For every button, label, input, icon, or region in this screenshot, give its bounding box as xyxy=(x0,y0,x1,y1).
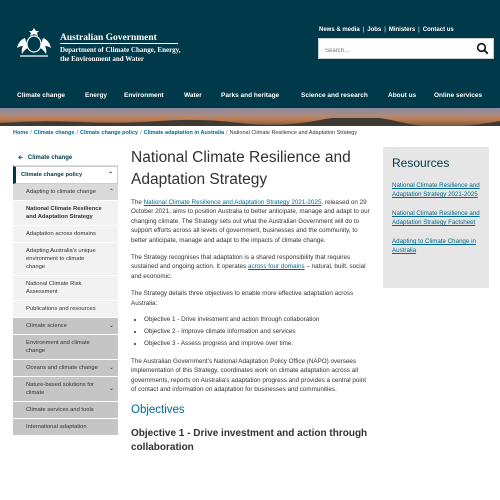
sidebar-item-climate-science[interactable] xyxy=(13,318,118,335)
breadcrumb-current: National Climate Resilience and Adaptation Strategy xyxy=(229,130,358,136)
sidebar-item-label: National Climate Risk Assessment xyxy=(26,281,82,295)
nav-water[interactable]: Water xyxy=(184,91,202,99)
resource-link-strategy[interactable]: National Climate Resilience and Adaptation Strategy 2021-2025 xyxy=(392,182,480,198)
site-header xyxy=(0,0,500,82)
breadcrumb-separator: / xyxy=(226,130,228,136)
text: The xyxy=(131,199,144,206)
sidebar-item-label: Environment and climate change xyxy=(26,340,90,354)
sidebar-back-link[interactable] xyxy=(13,150,118,166)
chevron-down-icon[interactable]: ⌄ xyxy=(108,386,114,392)
objectives-list xyxy=(144,316,371,348)
text: , released on 29 October 2021, aims to position Australia to better anticipate, manage and adapt to our changing climate. The Strategy sets out what the Australian Government will do to support efforts across all levels of government, businesses and the community, to better anticipate, manage and adapt to the impacts of climate change. xyxy=(131,199,370,244)
sidebar-item-label: Publications and resources xyxy=(26,306,96,312)
left-arrow-icon: 🡨 xyxy=(18,154,23,161)
landscape-silhouette xyxy=(0,118,500,126)
main-nav xyxy=(0,82,500,108)
sidebar-item-international[interactable] xyxy=(13,419,118,436)
search-icon[interactable] xyxy=(476,42,489,55)
breadcrumb-separator: / xyxy=(140,130,142,136)
nav-environment[interactable]: Environment xyxy=(124,91,164,99)
breadcrumb-separator: / xyxy=(30,130,32,136)
sidebar-item-label: National Climate Resilience and Adaptation Strategy xyxy=(26,206,102,220)
sidebar-item-publications[interactable] xyxy=(13,301,118,318)
department-name: Department of Climate Change, Energy, the Environment and Water xyxy=(60,46,181,63)
breadcrumb-climate-change-policy[interactable]: Climate change policy xyxy=(80,130,139,136)
news-media-link[interactable]: News & media xyxy=(319,27,360,33)
contact-us-link[interactable]: Contact us xyxy=(422,27,454,33)
breadcrumb-home[interactable]: Home xyxy=(13,130,29,136)
chevron-up-icon[interactable]: ⌃ xyxy=(108,189,114,195)
sidebar-item-domains[interactable] xyxy=(13,226,118,243)
sidebar-item-climate-change-policy[interactable] xyxy=(13,166,118,184)
jobs-link[interactable]: Jobs xyxy=(367,27,382,33)
sidebar-item-label: Climate change policy xyxy=(21,172,83,178)
separator: | xyxy=(418,27,420,33)
search-input[interactable] xyxy=(319,42,469,61)
domains-paragraph xyxy=(131,253,371,281)
coat-of-arms-logo[interactable] xyxy=(12,24,56,60)
sidebar-item-label: Adapting Australia's unique environment to climate change xyxy=(26,248,96,270)
sidebar-item-label: Oceans and climate change xyxy=(26,365,98,371)
utility-links xyxy=(319,27,454,33)
breadcrumb-climate-change[interactable]: Climate change xyxy=(33,130,75,136)
sidebar-item-adapting[interactable] xyxy=(13,184,118,201)
breadcrumb xyxy=(13,130,357,136)
hero-banner-image xyxy=(0,108,500,126)
resources-panel xyxy=(383,147,489,288)
divider xyxy=(60,43,178,44)
sidebar-item-label: Adapting to climate change xyxy=(26,189,96,195)
sidebar-item-label: International adaptation xyxy=(26,424,87,430)
chevron-down-icon[interactable]: ⌄ xyxy=(108,323,114,329)
sidebar-item-label: Adaptation across domains xyxy=(26,231,96,237)
objectives-heading: Objectives xyxy=(131,403,185,416)
main-content xyxy=(131,147,371,455)
text: – natural, built, social and economic. xyxy=(131,263,366,280)
intro-paragraph xyxy=(131,198,371,245)
separator: | xyxy=(384,27,386,33)
nav-science-research[interactable]: Science and research xyxy=(301,91,368,99)
separator: | xyxy=(362,27,365,33)
text: The Strategy recognises that adaptation is a shared responsibility that requires sustained and ongoing action. It operates xyxy=(131,254,351,271)
objectives-intro: The Strategy details three objectives to enable more effective adaptation across Australia: xyxy=(131,290,354,307)
resource-link-adapting[interactable]: Adapting to Climate Change in Australia xyxy=(392,238,476,254)
list-item: • Objective 2 - Improve climate information and services xyxy=(144,328,371,336)
chevron-down-icon[interactable]: ⌄ xyxy=(108,365,114,371)
list-item: • Objective 3 - Assess progress and improve over time. xyxy=(144,340,371,348)
sidebar-item-label: Nature-based solutions for climate xyxy=(26,382,94,396)
resource-link-factsheet[interactable]: National Climate Resilience and Adaptation Strategy Factsheet xyxy=(392,210,480,226)
sidebar-item-unique-environment[interactable] xyxy=(13,243,118,276)
breadcrumb-climate-adaptation[interactable]: Climate adaptation in Australia xyxy=(143,130,225,136)
sidebar-nav xyxy=(13,150,118,436)
nav-parks-heritage[interactable]: Parks and heritage xyxy=(221,91,280,99)
sidebar-item-ncras[interactable] xyxy=(13,201,118,226)
sidebar-back-label: Climate change xyxy=(27,154,73,161)
list-item: • Objective 1 - Drive investment and action through collaboration xyxy=(144,316,371,324)
sidebar-item-label: Climate science xyxy=(26,323,67,329)
page-title: National Climate Resilience and Adaptation Strategy xyxy=(131,149,351,188)
napo-paragraph: The Australian Government's National Adaptation Policy Office (NAPO) oversees implementation of this Strategy, coordinates work on climate adaptation across all governments, reports on Australia's adaptation progress and provides a central point of contact and information on adaptation for businesses and communities. xyxy=(131,358,367,394)
sidebar-item-services-tools[interactable] xyxy=(13,402,118,419)
ministers-link[interactable]: Ministers xyxy=(388,27,416,33)
nav-climate-change[interactable]: Climate change xyxy=(17,91,66,99)
objective-1-heading: Objective 1 - Drive investment and action through collaboration xyxy=(131,427,368,453)
strategy-link[interactable]: National Climate Resilience and Adaptation Strategy 2021-2025 xyxy=(143,199,322,206)
resources-heading: Resources xyxy=(392,156,450,170)
nav-about-us[interactable]: About us xyxy=(388,91,417,99)
sidebar-item-risk-assessment[interactable] xyxy=(13,276,118,301)
sidebar-item-label: Climate services and tools xyxy=(26,407,94,413)
nav-online-services[interactable]: Online services xyxy=(434,91,483,99)
four-domains-link[interactable]: across four domains xyxy=(247,263,305,271)
chevron-up-icon[interactable]: ⌃ xyxy=(107,172,113,178)
search-box xyxy=(318,38,494,59)
sidebar-item-nature-based[interactable] xyxy=(13,377,118,402)
gov-name: Australian Government xyxy=(60,33,157,43)
sidebar-item-environment-climate[interactable] xyxy=(13,335,118,360)
breadcrumb-separator: / xyxy=(76,130,78,136)
sidebar-item-oceans[interactable] xyxy=(13,360,118,377)
nav-energy[interactable]: Energy xyxy=(85,91,108,99)
